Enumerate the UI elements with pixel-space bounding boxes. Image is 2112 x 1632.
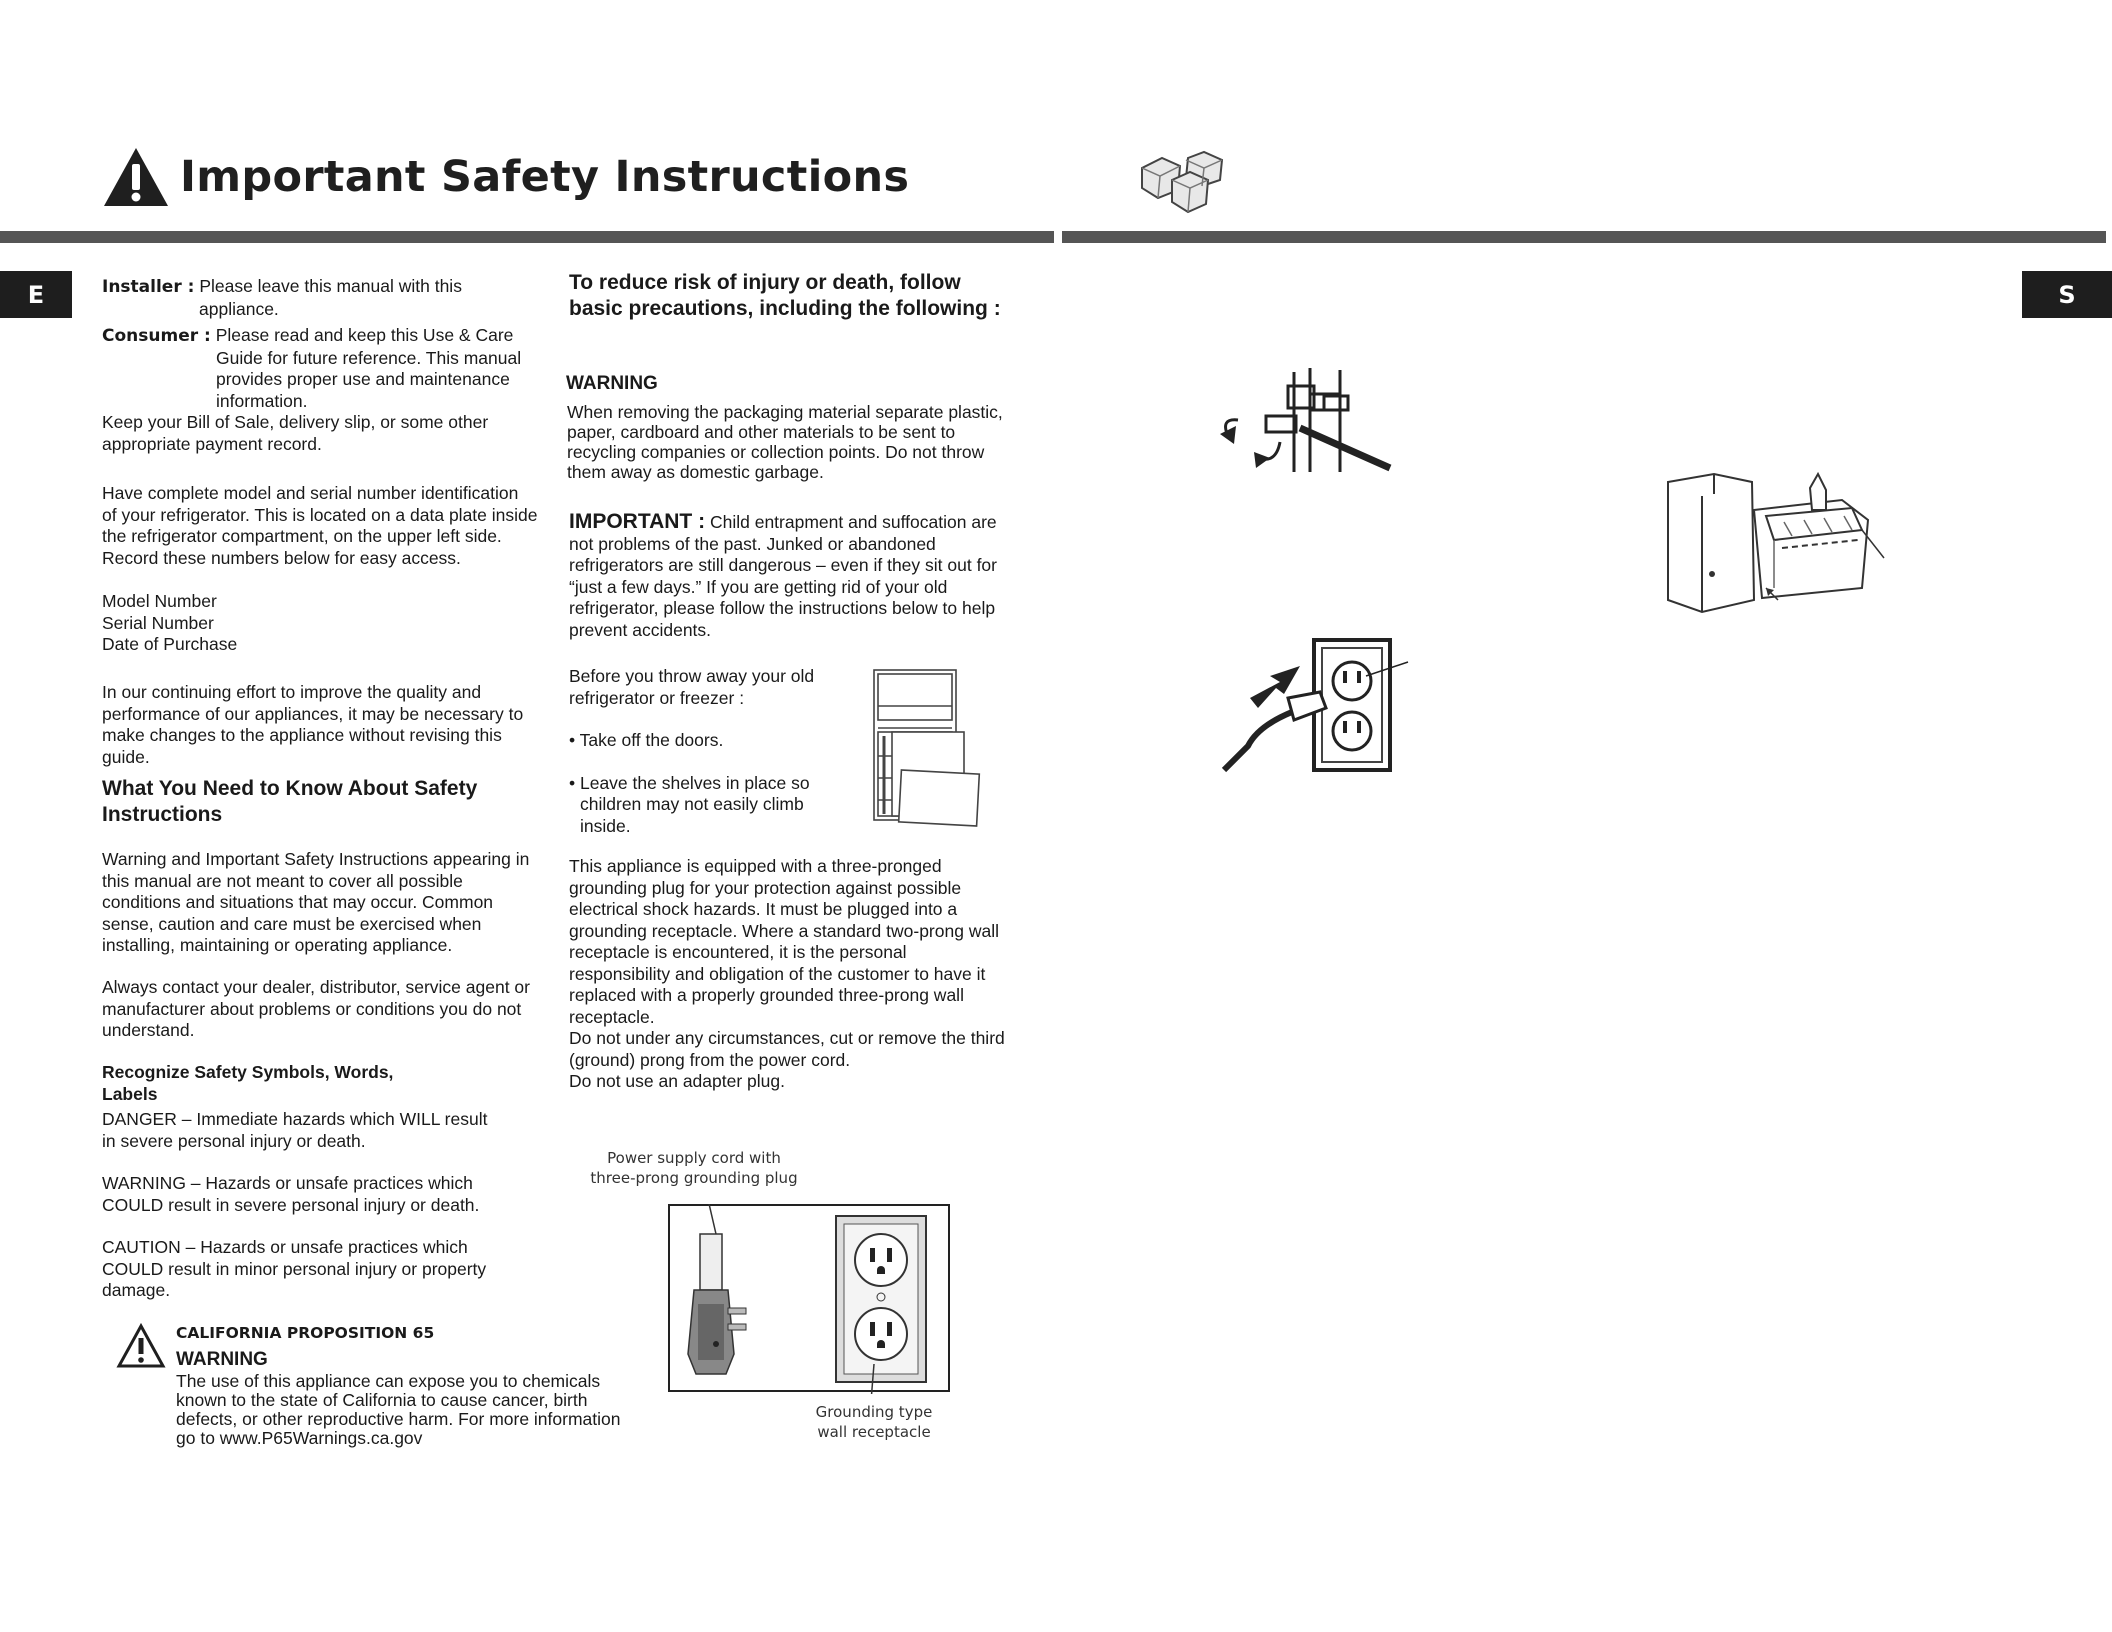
grounding-plug-receptacle-figure: [668, 1204, 950, 1394]
water-valve-icon: [1218, 364, 1396, 476]
model-info-paragraph: Have complete model and serial number identification of your refrigerator. This is located on a data plate inside the refrigerator compartment, on the upper left side. Record these numbers below for easy access.: [102, 483, 538, 568]
icemaker-icon: [1662, 470, 1886, 618]
warning-paragraph: Warning and Important Safety Instructions appearing in this manual are not meant to cover all possible conditions and situations that may occur. Common sense, caution and care must be exercised when installing, maintaining or operating appliance.: [102, 849, 530, 955]
contact-paragraph: Always contact your dealer, distributor, service agent or manufacturer about problems or conditions you do not understand.: [102, 977, 530, 1040]
plug-in-outlet-icon: [1218, 636, 1410, 778]
ice-cubes-icon: [1138, 150, 1230, 214]
consumer-note: Consumer : Please read and keep this Use & Care Guide for future reference. This manual provides proper use and maintenance information. Keep your Bill of Sale, delivery slip, or some other appropriate payment record.: [102, 325, 522, 454]
packaging-warning-label: WARNING: [566, 373, 658, 394]
receptacle-caption: Grounding type wall receptacle: [815, 1403, 933, 1441]
record-fields: [102, 591, 237, 656]
recognize-heading: Recognize Safety Symbols, Words, Labels: [102, 1062, 394, 1104]
disposal-instructions: Before you throw away your old refrigerator or freezer : • Take off the doors. • Leave the shelves in place so children may not easily climb inside.: [569, 666, 815, 836]
important-paragraph: IMPORTANT : Child entrapment and suffocation are not problems of the past. Junked or abandoned refrigerators are still dangerous – even if they sit out for “just a few days.” If you are getting rid of your old refrigerator, please follow the instructions below to help prevent accidents.: [569, 510, 997, 640]
safety-section-heading: What You Need to Know About Safety Instructions: [102, 777, 478, 826]
serial-number-label: Serial Number: [102, 612, 214, 633]
language-tab-right: S: [2022, 271, 2112, 318]
caution-definition: CAUTION – Hazards or unsafe practices which COULD result in minor personal injury or property damage.: [102, 1237, 487, 1300]
improvement-paragraph: In our continuing effort to improve the quality and performance of our appliances, it may be necessary to make changes to the appliance without revising this guide.: [102, 682, 524, 767]
packaging-paragraph: When removing the packaging material separate plastic, paper, cardboard and other materials to be sent to recycling companies or collection points. Do not throw them away as domestic garbage.: [567, 402, 1003, 482]
grounding-paragraph: This appliance is equipped with a three-pronged grounding plug for your protection against possible electrical shock hazards. It must be plugged into a grounding receptacle. Where a standard two-prong wall receptacle is encountered, it is the personal responsibility and obligation of the customer to have it replaced with a properly grounded three-prong wall receptacle. Do not under any circumstances, cut or remove the third (ground) prong from the power cord. Do not use an adapter plug.: [569, 856, 1005, 1091]
page-title-block: [102, 146, 909, 208]
prop65-warning-icon: [116, 1323, 166, 1369]
installer-note: Installer : Please leave this manual with this appliance.: [102, 276, 462, 319]
danger-definition: DANGER – Immediate hazards which WILL result in severe personal injury or death.: [102, 1109, 488, 1151]
plug-caption: Power supply cord with three-prong grounding plug: [590, 1149, 798, 1187]
language-tab-left: E: [0, 271, 72, 318]
warning-triangle-icon: [102, 146, 170, 208]
header-divider-left: [0, 231, 1054, 243]
refrigerator-doors-removed-icon: [870, 666, 982, 828]
model-number-label: Model Number: [102, 591, 217, 611]
prop65-notice: CALIFORNIA PROPOSITION 65 WARNING The use of this appliance can expose you to chemicals known to the state of California to cause cancer, birth defects, or other reproductive harm. For more information go to www.P65Warnings.ca.gov: [176, 1324, 621, 1448]
precautions-heading: To reduce risk of injury or death, follow basic precautions, including the following :: [569, 271, 1001, 320]
page-title: Important Safety Instructions: [180, 152, 910, 202]
warning-definition: WARNING – Hazards or unsafe practices which COULD result in severe personal injury or death.: [102, 1173, 480, 1215]
date-of-purchase-label: Date of Purchase: [102, 634, 238, 654]
header-divider-right: [1062, 231, 2106, 243]
